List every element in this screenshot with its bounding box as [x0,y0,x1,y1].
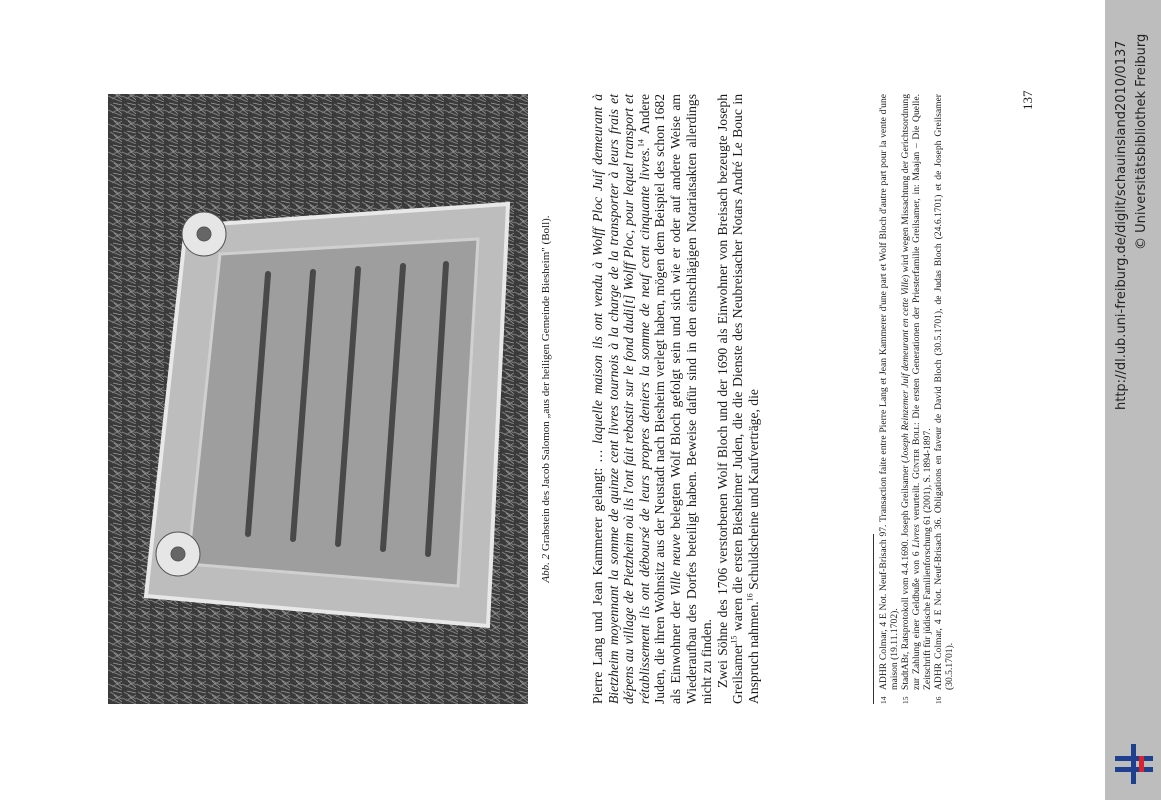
footnote-number: 16 [934,696,943,704]
footnotes [878,94,955,704]
footnote-ref-15: 15 [729,635,739,644]
p1-text-c: Andere Juden, die ihren Wohnsitz aus der Neustadt nach Biesheim verlegt haben, mögen dem Beispiel des schon 1682 als Einwohner der [636,93,683,704]
footnote-text: ADHR Colmar, 4 E Not. Neuf-Brisach 36. Obligations en faveur de David Bloch (30.5.1701), de Judas Bloch (24.6.1701) et de Joseph Greilsamer (30.5.1701). [933,94,955,690]
footnote-divider [873,534,874,704]
copyright-notice: © Universitätsbibliothek Freiburg [1134,33,1149,250]
library-logo-icon [1112,742,1156,786]
p2-text-b: waren die ersten Biesheimer Juden, die die Dienste des Neubreisacher Notars André Le Bouc in Anspruch nahmen. [730,94,761,704]
p2-text-c: Schuldscheine und Kaufverträge, die [745,389,761,594]
main-text [590,94,762,704]
footnote-ref-14: 14 [636,139,646,148]
figure-caption-text: Grabstein des Jacob Salomon „aus der heiligen Gemeinde Biesheim" (Boll). [540,215,552,552]
footnote-text: ADHR Colmar, 4 E Not. Neuf-Brisach 97. Transaction faite entre Pierre Lang et Jean Kammerer d'une part et Wolf Bloch d'autre part pour la vente d'une maison (19.11.1702). [878,94,900,690]
page-number: 137 [1020,90,1035,110]
sidebar-text [1105,0,1161,800]
footnote-text: : Die ersten Generationen der Priesterfamilie Greilsamer, in: Maajan – Die Quelle. Zeitschrift für jüdische Familienforschung 61 (2001), S. 1894-1897. [911,94,933,690]
footnote-text: ) wird wegen Missachtung der Gerichtsordnung zur Zahlung einer Geldbuße von 6 [900,94,922,690]
p2-text-a: Zwei Söhne des 1706 verstorbenen Wolf Bloch und der 1690 als Einwohner von Breisach bezeugte Joseph Greilsamer [714,94,746,704]
footnote-16 [933,94,955,704]
footnote-14 [878,94,900,704]
figure-caption [540,94,552,704]
p1-text-a: Pierre Lang und Jean Kammerer gelangt: [590,461,605,704]
footnote-italic: Joseph Reinzemer Juif demeurant en cette Ville [900,277,911,460]
footnote-author: Günter Boll [911,425,922,480]
paragraph-2 [715,94,762,704]
p1-quote-french: … laquelle maison ils ont vendu à Wolff Ploc Juif demeurant à Bietzheim moyennant la somme de quinze cent livres tournois à la charge de la transporter à leurs frais et dépens au village de Pietzheim où ils l'ont fait rebastir sur le fond dudi[t] Wolff Ploc, pour lequel transport et rétablissement ils ont déboursé de leurs propres deniers la somme de neuf cent cinquante livres. [590,94,652,704]
paragraph-1 [590,94,715,704]
footnote-15 [900,94,933,704]
gravestone-image [108,94,528,704]
p1-ville-neuve: Ville neuve [667,534,683,596]
footnote-ref-16: 16 [745,593,755,602]
p1-text-e: belegten Wolf Bloch gefolgt sein und sich wie er oder auf andere Weise am Wiederaufbau des Dorfes beteiligt haben. Beweise dafür sind in den einschlägigen Notariatsakten allerdings nicht zu finden. [667,94,715,704]
source-url-link[interactable]: http://dl.ub.uni-freiburg.de/diglit/schauinsland2010/0137 [1114,40,1129,410]
footnote-text: StadtABr, Ratsprotokoll vom 4.4.1690. Joseph Greilsamer ( [900,459,911,690]
footnote-number: 14 [879,696,888,704]
footnote-italic: Livres [911,524,922,548]
gravestone-photo [108,94,528,704]
footnote-number: 15 [901,696,910,704]
figure-label: Abb. 2 [540,553,552,583]
footnote-text: verurteilt. [911,479,922,525]
library-sidebar [1105,0,1161,800]
